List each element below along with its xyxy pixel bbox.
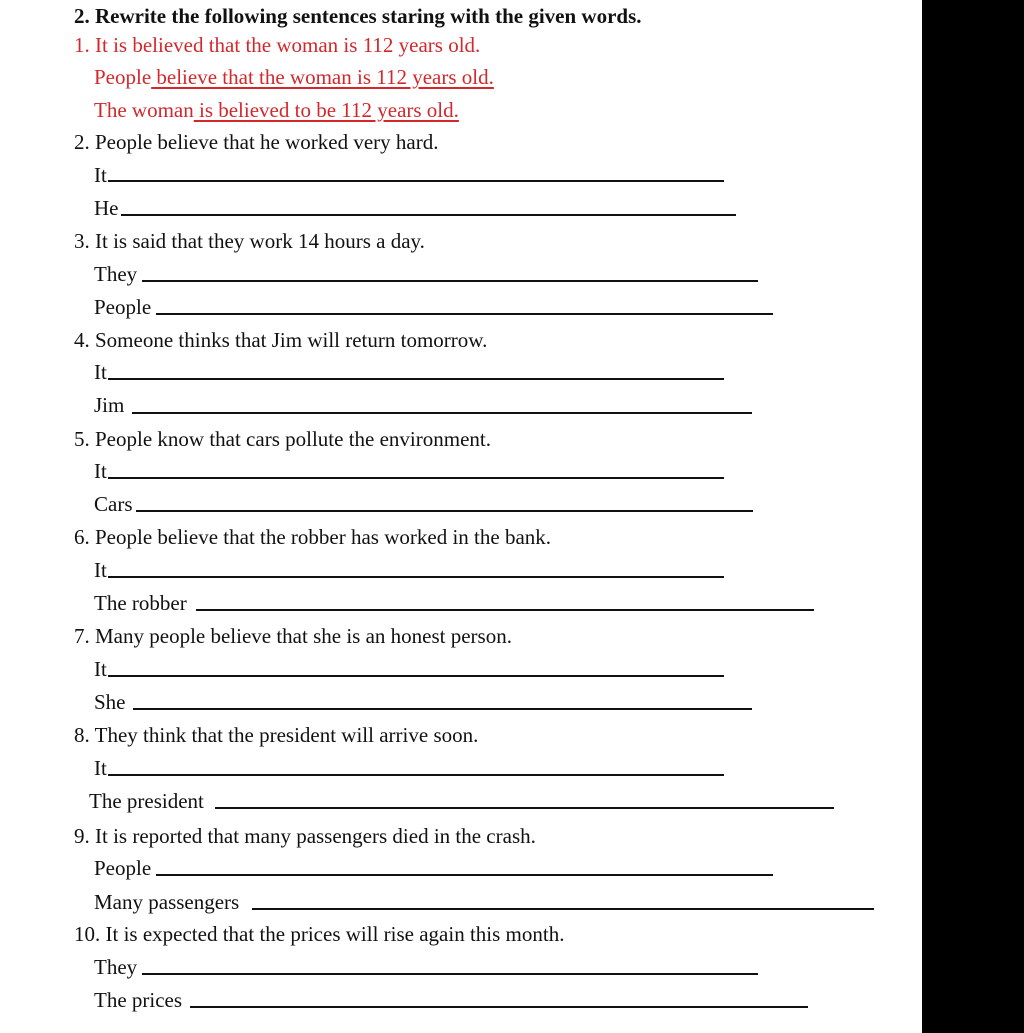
- q10-starter-2: The prices: [94, 988, 183, 1012]
- q5-answer-blank-2[interactable]: [136, 510, 753, 512]
- q4-answer-blank-2[interactable]: [132, 412, 752, 414]
- q9-answer-blank-1[interactable]: [156, 874, 773, 876]
- example-answer-1-rest: believe that the woman is 112 years old.: [151, 65, 494, 89]
- q5-starter-1: It: [94, 459, 107, 483]
- question-7: 7. Many people believe that she is an honest person.: [74, 624, 512, 648]
- q8-starter-1: It: [94, 756, 107, 780]
- q4-starter-2: Jim: [94, 393, 125, 417]
- q2-starter-2: He: [94, 196, 119, 220]
- q4-answer-blank-1[interactable]: [108, 378, 724, 380]
- exercise-heading: 2. Rewrite the following sentences staring with the given words.: [74, 4, 642, 28]
- question-4: 4. Someone thinks that Jim will return tomorrow.: [74, 328, 488, 352]
- example-answer-2-rest: is believed to be 112 years old.: [193, 98, 459, 122]
- question-5: 5. People know that cars pollute the environment.: [74, 427, 491, 451]
- example-answer-1-start: People: [94, 65, 152, 89]
- q9-answer-blank-2[interactable]: [252, 908, 874, 910]
- q10-answer-blank-2[interactable]: [190, 1006, 808, 1008]
- q10-starter-1: They: [94, 955, 138, 979]
- q10-answer-blank-1[interactable]: [142, 973, 758, 975]
- q9-starter-2: Many passengers: [94, 890, 240, 914]
- q6-starter-1: It: [94, 558, 107, 582]
- q7-starter-2: She: [94, 690, 126, 714]
- question-8: 8. They think that the president will arrive soon.: [74, 723, 479, 747]
- question-3: 3. It is said that they work 14 hours a day.: [74, 229, 425, 253]
- question-6: 6. People believe that the robber has worked in the bank.: [74, 525, 552, 549]
- q4-starter-1: It: [94, 360, 107, 384]
- example-answer-2: [94, 97, 459, 123]
- example-question: 1. It is believed that the woman is 112 years old.: [74, 33, 481, 57]
- q7-starter-1: It: [94, 657, 107, 681]
- q7-answer-blank-2[interactable]: [133, 708, 752, 710]
- q9-starter-1: People: [94, 856, 152, 880]
- question-2: 2. People believe that he worked very hard.: [74, 130, 439, 154]
- q8-starter-2: The president: [89, 789, 204, 813]
- q3-answer-blank-2[interactable]: [156, 313, 773, 315]
- q3-starter-2: People: [94, 295, 152, 319]
- q3-starter-1: They: [94, 262, 138, 286]
- q6-answer-blank-2[interactable]: [196, 609, 814, 611]
- q8-answer-blank-2[interactable]: [215, 807, 834, 809]
- q6-starter-2: The robber: [94, 591, 187, 615]
- q2-answer-blank-1[interactable]: [108, 180, 724, 182]
- q5-starter-2: Cars: [94, 492, 133, 516]
- example-answer-2-start: The woman: [94, 98, 194, 122]
- question-9: 9. It is reported that many passengers died in the crash.: [74, 824, 536, 848]
- q7-answer-blank-1[interactable]: [108, 675, 724, 677]
- q8-answer-blank-1[interactable]: [108, 774, 724, 776]
- q6-answer-blank-1[interactable]: [108, 576, 724, 578]
- q5-answer-blank-1[interactable]: [108, 477, 724, 479]
- q2-starter-1: It: [94, 163, 107, 187]
- q2-answer-blank-2[interactable]: [121, 214, 736, 216]
- q3-answer-blank-1[interactable]: [142, 280, 758, 282]
- question-10: 10. It is expected that the prices will rise again this month.: [74, 922, 565, 946]
- example-answer-1: [94, 64, 494, 90]
